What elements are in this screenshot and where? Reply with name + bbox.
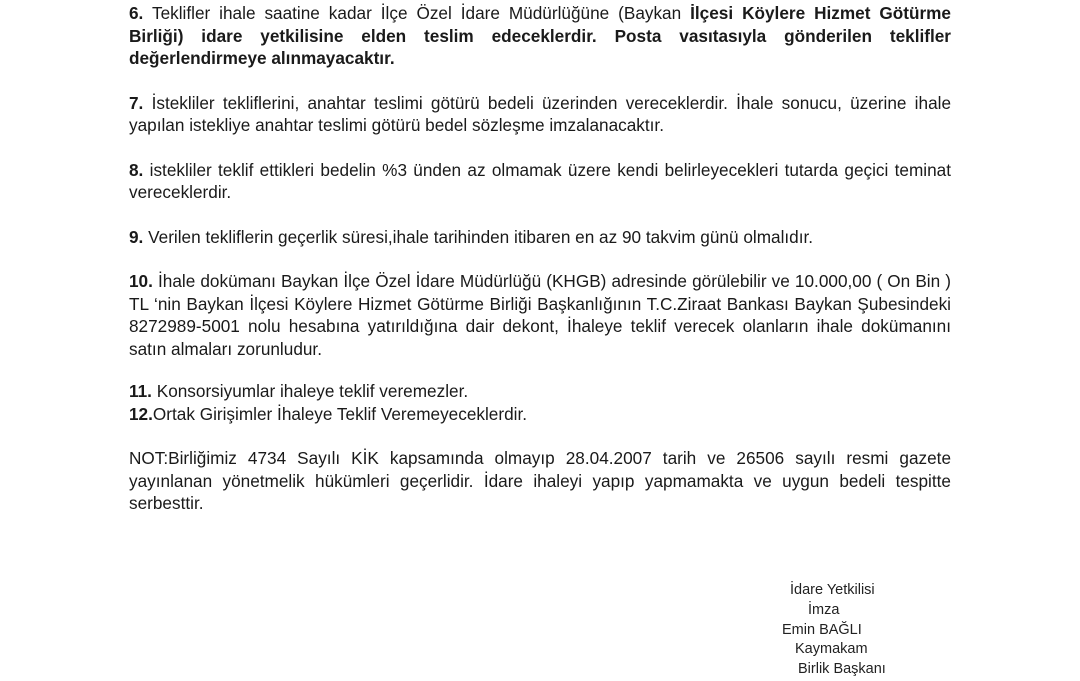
item-7-text: İstekliler tekliflerini, anahtar teslimi götürü bedeli üzerinden vereceklerdir. İhale sonucu, üzerine ihale yapılan istekliye anahtar teslimi götürü bedel sözleşme imzalanacaktır. xyxy=(129,92,951,135)
item-8 xyxy=(129,159,951,204)
spacer xyxy=(129,248,951,270)
item-10 xyxy=(129,270,951,360)
signature-imza: İmza xyxy=(808,602,840,618)
spacer xyxy=(129,425,951,447)
signature-name: Emin BAĞLI xyxy=(782,622,862,638)
item-10-text: İhale dokümanı Baykan İlçe Özel İdare Müdürlüğü (KHGB) adresinde görülebilir ve 10.000,00 ( On Bin ) TL ‘nin Baykan İlçesi Köylere Hizmet Götürme Birliği Başkanlığının T.C.Ziraat Bankası Baykan Şubesindeki 8272989-5001 nolu hesabına yatırıldığına dair dekont, İhaleye teklif verecek olanların ihale dokümanını satın almaları zorunludur. xyxy=(129,271,951,359)
item-6-number: 6. xyxy=(129,3,144,23)
spacer xyxy=(129,204,951,226)
note-text: NOT:Birliğimiz 4734 Sayılı KİK kapsamında olmayıp 28.04.2007 tarih ve 26506 sayılı resmi gazete yayınlanan yönetmelik hükümleri geçerlidir. İdare ihaleyi yapıp yapmamakta ve uygun bedeli tespitte serbesttir. xyxy=(129,448,951,513)
item-6-text-bold: İlçesi Köylere Hizmet Götürme Birliği) idare yetkilisine elden teslim edeceklerdir. Posta vasıtasıyla gönderilen teklifler değerlendirmeye alınmayacaktır. xyxy=(129,3,951,68)
signature-title: İdare Yetkilisi xyxy=(790,582,875,598)
item-8-text: istekliler teklif ettikleri bedelin %3 ünden az olmamak üzere kendi belirleyecekleri tutarda geçici teminat vereceklerdir. xyxy=(129,159,951,202)
note-paragraph xyxy=(129,447,951,515)
item-6-text: Teklifler ihale saatine kadar İlçe Özel İdare Müdürlüğüne (Baykan xyxy=(143,3,691,23)
document-body xyxy=(129,2,951,515)
item-9-text: Verilen tekliflerin geçerlik süresi,ihale tarihinden itibaren en az 90 takvim günü olmalıdır. xyxy=(143,226,814,247)
spacer xyxy=(129,70,951,92)
item-10-number: 10. xyxy=(129,271,153,291)
item-12-number: 12. xyxy=(129,403,153,424)
item-7-number: 7. xyxy=(129,92,144,113)
signature-position: Kaymakam xyxy=(795,641,868,657)
item-12-text: Ortak Girişimler İhaleye Teklif Veremeyeceklerdir. xyxy=(152,403,528,424)
item-9 xyxy=(129,226,951,249)
item-9-number: 9. xyxy=(129,226,144,247)
item-11-number: 11. xyxy=(129,381,152,401)
item-6 xyxy=(129,2,951,70)
item-11-text: Konsorsiyumlar ihaleye teklif veremezler. xyxy=(151,381,469,401)
signature-role: Birlik Başkanı xyxy=(798,661,886,677)
item-12 xyxy=(129,403,951,426)
item-8-number: 8. xyxy=(129,159,144,180)
spacer xyxy=(129,360,951,380)
item-7 xyxy=(129,92,951,137)
spacer xyxy=(129,137,951,159)
item-11 xyxy=(129,380,951,403)
